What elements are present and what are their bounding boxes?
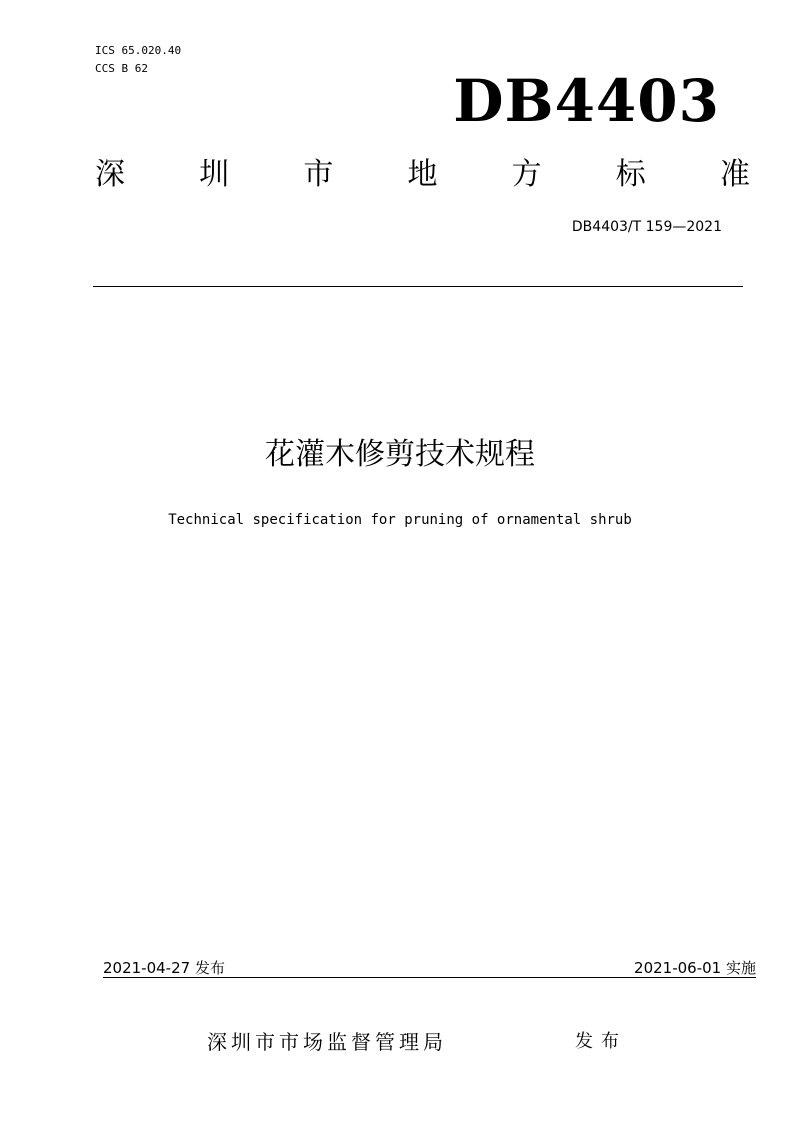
title-english: Technical specification for pruning of ornamental shrub [168, 512, 632, 528]
ccs-code: CCS B 62 [95, 62, 148, 75]
publish-date: 2021-04-27 发布 [103, 959, 225, 977]
classification-codes [95, 42, 181, 78]
issuer-name: 深圳市市场监督管理局 [207, 1030, 447, 1054]
implement-date: 2021-06-01 实施 [634, 959, 756, 977]
standard-type-char: 圳 [199, 157, 230, 192]
top-divider [93, 286, 743, 287]
ics-code: ICS 65.020.40 [95, 44, 182, 57]
date-row [103, 957, 756, 979]
standard-type-char: 标 [615, 157, 646, 192]
standard-number: DB4403/T 159—2021 [571, 219, 722, 235]
standard-type-char: 方 [511, 157, 542, 192]
standard-code: DB4403 [453, 67, 720, 135]
standard-type-char: 市 [303, 157, 334, 192]
issue-label: 发布 [575, 1031, 627, 1052]
standard-type-char: 地 [407, 157, 438, 192]
standard-type-char: 准 [719, 157, 750, 192]
standard-type [95, 152, 750, 198]
standard-type-char: 深 [95, 157, 125, 192]
issuer-row [207, 1028, 627, 1056]
title-chinese: 花灌木修剪技术规程 [265, 437, 535, 472]
bottom-divider [103, 977, 756, 978]
